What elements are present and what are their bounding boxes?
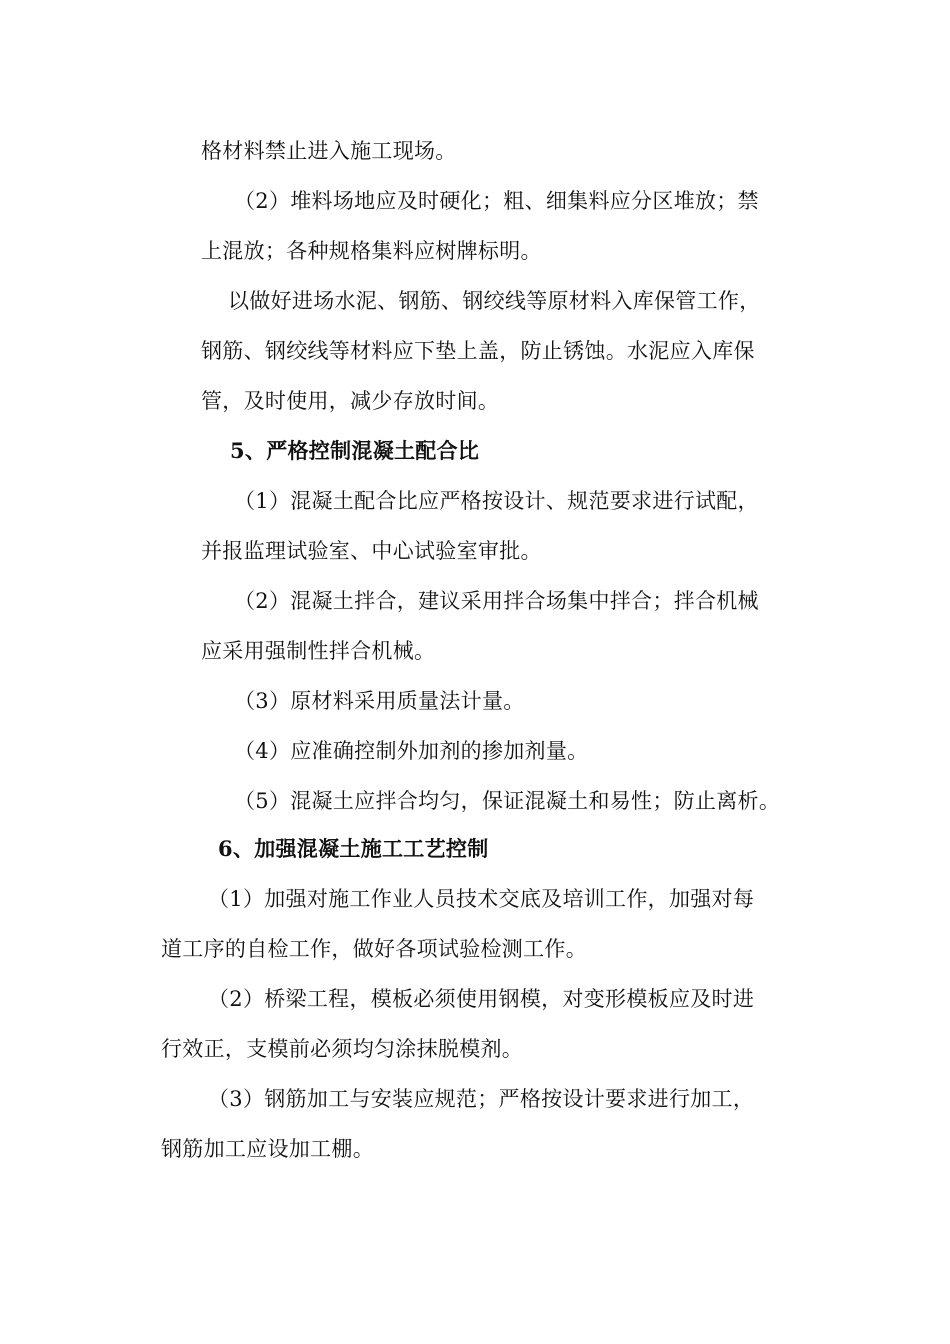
text-line: 钢筋、钢绞线等材料应下垫上盖，防止锈蚀。水泥应入库保 (201, 339, 755, 363)
text-line: （3）钢筋加工与安装应规范；严格按设计要求进行加工， (208, 1087, 755, 1111)
text-line: （2）桥梁工程，模板必须使用钢模，对变形模板应及时进 (208, 987, 755, 1011)
text-line: 应采用强制性拌合机械。 (201, 639, 436, 663)
text-line: 并报监理试验室、中心试验室审批。 (201, 539, 542, 563)
text-line: 道工序的自检工作，做好各项试验检测工作。 (161, 937, 587, 961)
section-heading-5: 5、严格控制混凝土配合比 (230, 438, 480, 463)
text-line: 行效正，支模前必须均匀涂抹脱模剂。 (161, 1037, 524, 1061)
text-line: 钢筋加工应设加工棚。 (161, 1137, 374, 1161)
text-line: （2）混凝土拌合，建议采用拌合场集中拌合；拌合机械 (234, 589, 759, 613)
text-line: 以做好进场水泥、钢筋、钢绞线等原材料入库保管工作， (228, 289, 761, 313)
text-line: （3）原材料采用质量法计量。 (234, 689, 525, 713)
text-line: 格材料禁止进入施工现场。 (201, 139, 457, 163)
text-line: （1）加强对施工作业人员技术交底及培训工作，加强对每 (208, 887, 755, 911)
text-line: （1）混凝土配合比应严格按设计、规范要求进行试配， (234, 489, 759, 513)
text-line: （5）混凝土应拌合均匀，保证混凝土和易性；防止离析。 (234, 789, 781, 813)
text-line: 上混放；各种规格集料应树牌标明。 (201, 239, 542, 263)
text-line: （2）堆料场地应及时硬化；粗、细集料应分区堆放；禁 (234, 189, 759, 213)
text-line: 管，及时使用，减少存放时间。 (201, 389, 500, 413)
text-line: （4）应准确控制外加剂的掺加剂量。 (234, 739, 589, 763)
section-heading-6: 6、加强混凝土施工工艺控制 (218, 836, 489, 861)
